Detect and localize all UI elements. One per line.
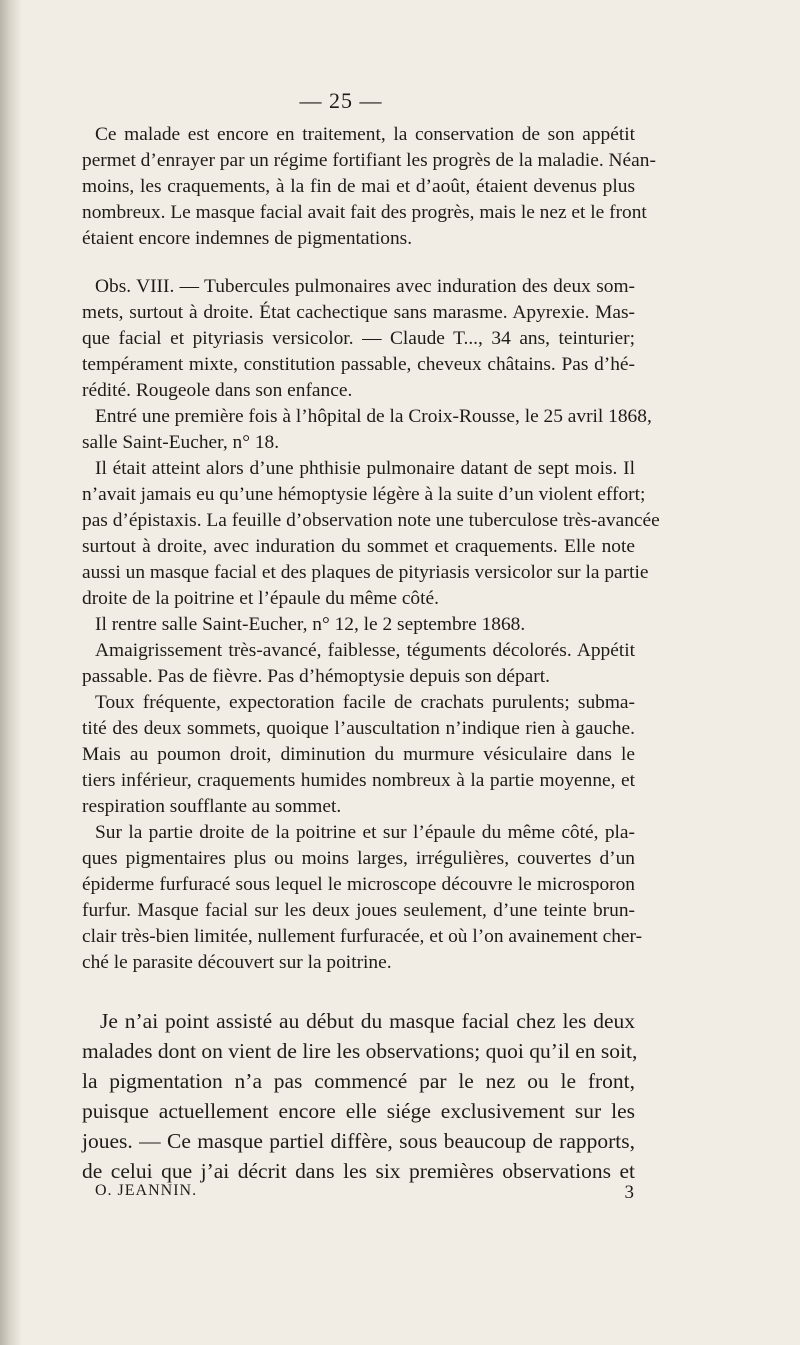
- text-line: puisque actuellement encore elle siége exclusivement sur les: [82, 1099, 635, 1123]
- text-line: pas d’épistaxis. La feuille d’observation note une tuberculose très-avancée: [82, 510, 660, 531]
- page-number: — 25 —: [299, 88, 383, 113]
- text-line: surtout à droite, avec induration du sommet et craquements. Elle note: [82, 536, 635, 557]
- text-line: ché le parasite découvert sur la poitrine.: [82, 952, 392, 973]
- text-line: la pigmentation n’a pas commencé par le nez ou le front,: [82, 1069, 635, 1093]
- text-line: tempérament mixte, constitution passable, cheveux châtains. Pas d’hé-: [82, 354, 635, 375]
- printer-signature: O. JEANNIN.: [95, 1182, 198, 1199]
- text-line: Entré une première fois à l’hôpital de la Croix-Rousse, le 25 avril 1868,: [95, 406, 652, 427]
- text-line: permet d’enrayer par un régime fortifiant les progrès de la maladie. Néan-: [82, 150, 656, 171]
- text-line: clair très-bien limitée, nullement furfuracée, et où l’on avainement cher-: [82, 926, 643, 947]
- text-line: tiers inférieur, craquements humides nombreux à la partie moyenne, et: [82, 770, 635, 791]
- sheet-number: 3: [624, 1182, 635, 1203]
- text-line: Amaigrissement très-avancé, faiblesse, téguments décolorés. Appétit: [95, 640, 635, 661]
- text-line: Obs. VIII. — Tubercules pulmonaires avec induration des deux som-: [95, 276, 635, 297]
- text-line: salle Saint-Eucher, n° 18.: [82, 432, 280, 453]
- text-line: Ce malade est encore en traitement, la conservation de son appétit: [95, 124, 635, 145]
- text-line: épiderme furfuracé sous lequel le microscope découvre le microsporon: [82, 874, 635, 895]
- text-line: rédité. Rougeole dans son enfance.: [82, 380, 353, 401]
- text-line: aussi un masque facial et des plaques de pityriasis versicolor sur la partie: [82, 562, 649, 583]
- text-line: Toux fréquente, expectoration facile de crachats purulents; subma-: [95, 692, 635, 713]
- text-line: Il était atteint alors d’une phthisie pulmonaire datant de sept mois. Il: [95, 458, 635, 479]
- text-line: furfur. Masque facial sur les deux joues seulement, d’une teinte brun-: [82, 900, 635, 921]
- text-line: tité des deux sommets, quoique l’auscultation n’indique rien à gauche.: [82, 718, 635, 739]
- text-line: Sur la partie droite de la poitrine et sur l’épaule du même côté, pla-: [95, 822, 635, 843]
- text-line: Il rentre salle Saint-Eucher, n° 12, le 2 septembre 1868.: [95, 614, 526, 635]
- text-line: de celui que j’ai décrit dans les six premières observations et: [82, 1159, 635, 1183]
- text-line: que facial et pityriasis versicolor. — Claude T..., 34 ans, teinturier;: [82, 328, 635, 349]
- text-line: passable. Pas de fièvre. Pas d’hémoptysie depuis son départ.: [82, 666, 550, 687]
- page-edge-shadow: [0, 0, 22, 1345]
- text-line: étaient encore indemnes de pigmentations.: [82, 228, 413, 249]
- text-line: malades dont on vient de lire les observations; quoi qu’il en soit,: [82, 1039, 638, 1063]
- text-line: ques pigmentaires plus ou moins larges, irrégulières, couvertes d’un: [82, 848, 635, 869]
- text-line: respiration soufflante au sommet.: [82, 796, 342, 817]
- text-line: n’avait jamais eu qu’une hémoptysie légère à la suite d’un violent effort;: [82, 484, 646, 505]
- text-line: joues. — Ce masque partiel diffère, sous beaucoup de rapports,: [82, 1129, 635, 1153]
- text-line: droite de la poitrine et l’épaule du même côté.: [82, 588, 439, 609]
- text-line: Mais au poumon droit, diminution du murmure vésiculaire dans le: [82, 744, 635, 765]
- text-line: mets, surtout à droite. État cachectique sans marasme. Apyrexie. Mas-: [82, 302, 635, 323]
- text-line: moins, les craquements, à la fin de mai et d’août, étaient devenus plus: [82, 176, 635, 197]
- text-line: nombreux. Le masque facial avait fait des progrès, mais le nez et le front: [82, 202, 647, 223]
- text-line: Je n’ai point assisté au début du masque facial chez les deux: [100, 1009, 635, 1033]
